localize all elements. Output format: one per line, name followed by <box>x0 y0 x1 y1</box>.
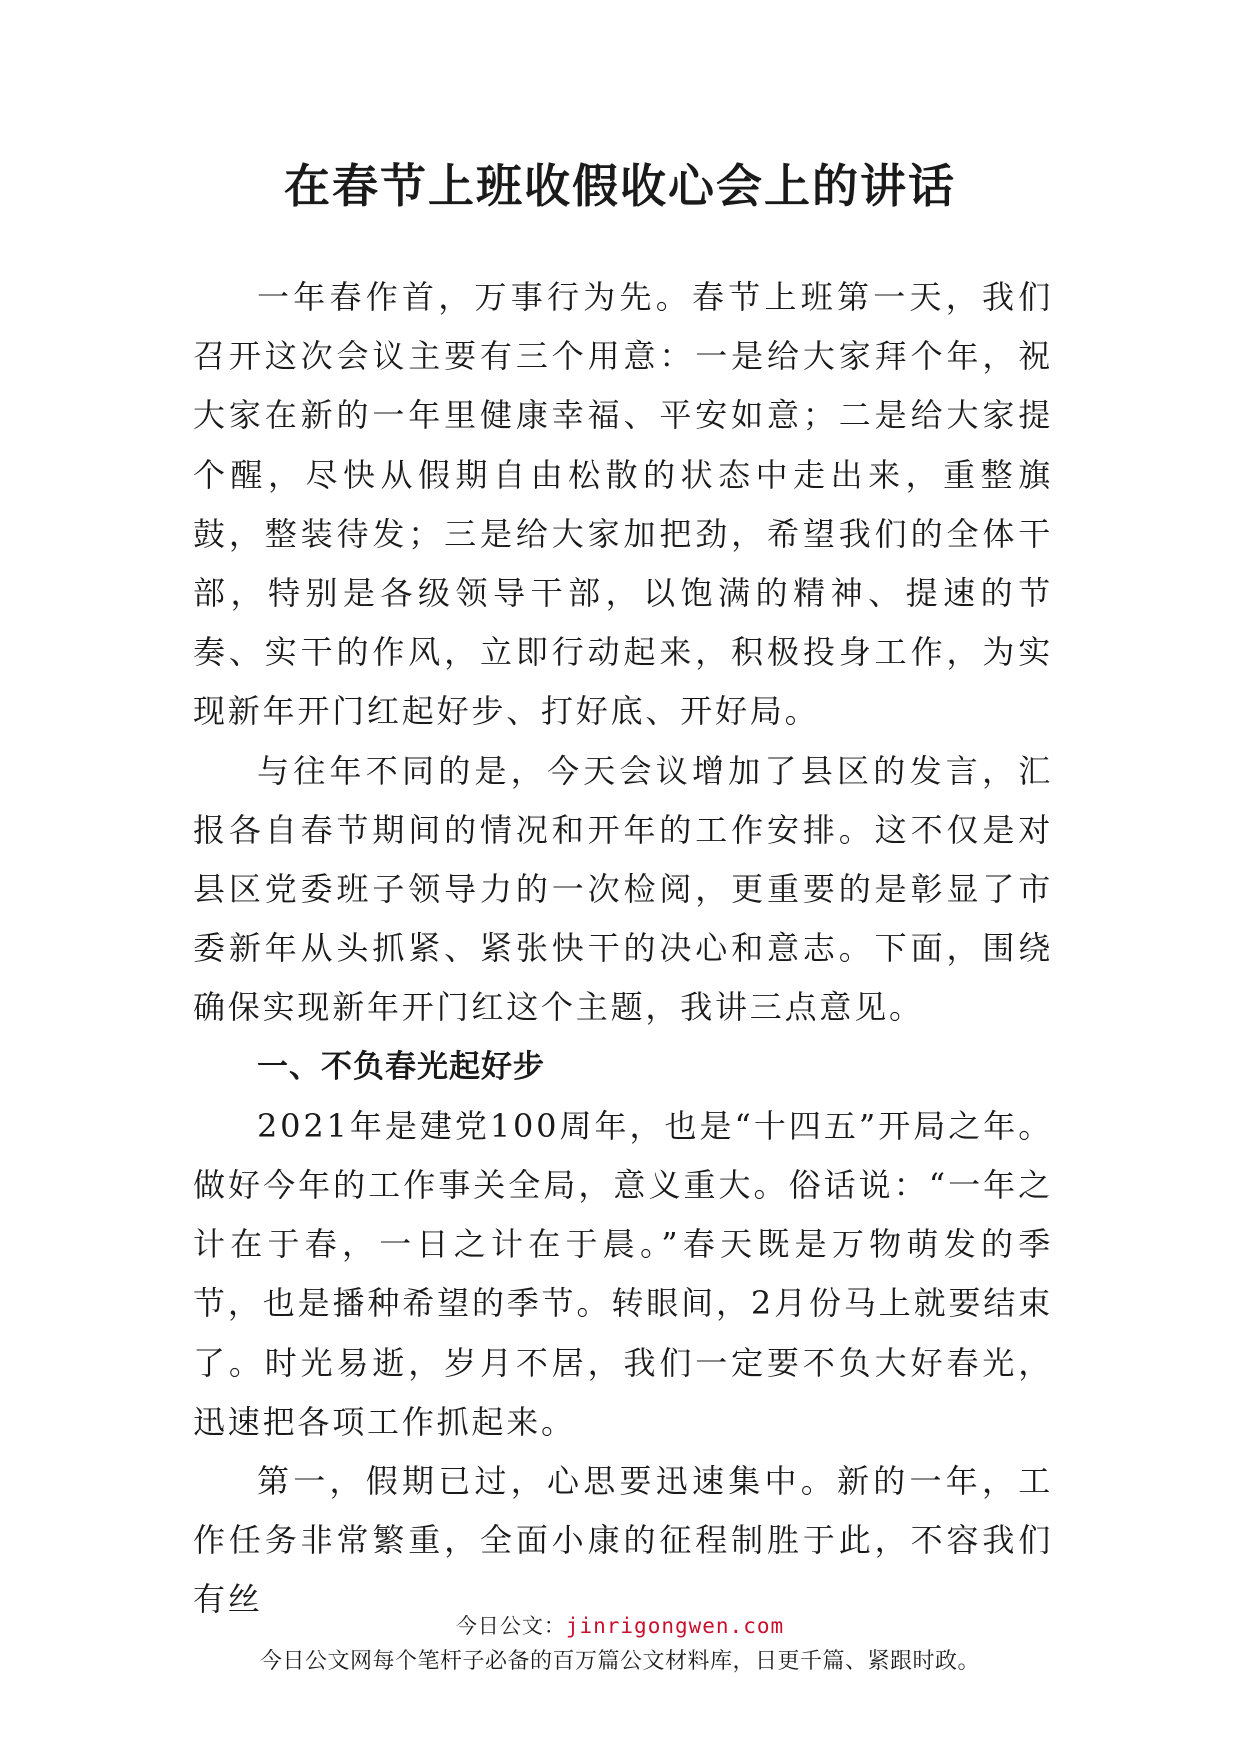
footer-tagline: 今日公文网每个笔杆子必备的百万篇公文材料库，日更千篇、紧跟时政。 <box>259 1649 980 1674</box>
footer-site-link[interactable]: jinrigongwen.com <box>565 1614 785 1638</box>
footer-site-line <box>0 1612 1240 1640</box>
document-title: 在春节上班收假收心会上的讲话 <box>284 159 956 213</box>
document-body <box>193 268 1053 1630</box>
paragraph: 2021年是建党100周年，也是“十四五”开局之年。做好今年的工作事关全局，意义重大。俗话说：“一年之计在于春，一日之计在于晨。”春天既是万物萌发的季节，也是播种希望的季节。转眼间，2月份马上就要结束了。时光易逝，岁月不居，我们一定要不负大好春光，迅速把各项工作抓起来。 <box>193 1106 1053 1441</box>
paragraph: 第一，假期已过，心思要迅速集中。新的一年，工作任务非常繁重，全面小康的征程制胜于此，不容我们有丝 <box>193 1462 1053 1619</box>
footer-site-label: 今日公文： <box>455 1614 566 1638</box>
paragraph: 与往年不同的是，今天会议增加了县区的发言，汇报各自春节期间的情况和开年的工作安排。这不仅是对县区党委班子领导力的一次检阅，更重要的是彰显了市委新年从头抓紧、紧张快干的决心和意志。下面，围绕确保实现新年开门红这个主题，我讲三点意见。 <box>193 751 1053 1027</box>
section-heading: 一、不负春光起好步 <box>257 1048 545 1085</box>
paragraph: 一年春作首，万事行为先。春节上班第一天，我们召开这次会议主要有三个用意：一是给大家拜个年，祝大家在新的一年里健康幸福、平安如意；二是给大家提个醒，尽快从假期自由松散的状态中走出来，重整旗鼓，整装待发；三是给大家加把劲，希望我们的全体干部，特别是各级领导干部，以饱满的精神、提速的节奏、实干的作风，立即行动起来，积极投身工作，为实现新年开门红起好步、打好底、开好局。 <box>193 278 1053 731</box>
page-footer <box>0 1612 1240 1678</box>
